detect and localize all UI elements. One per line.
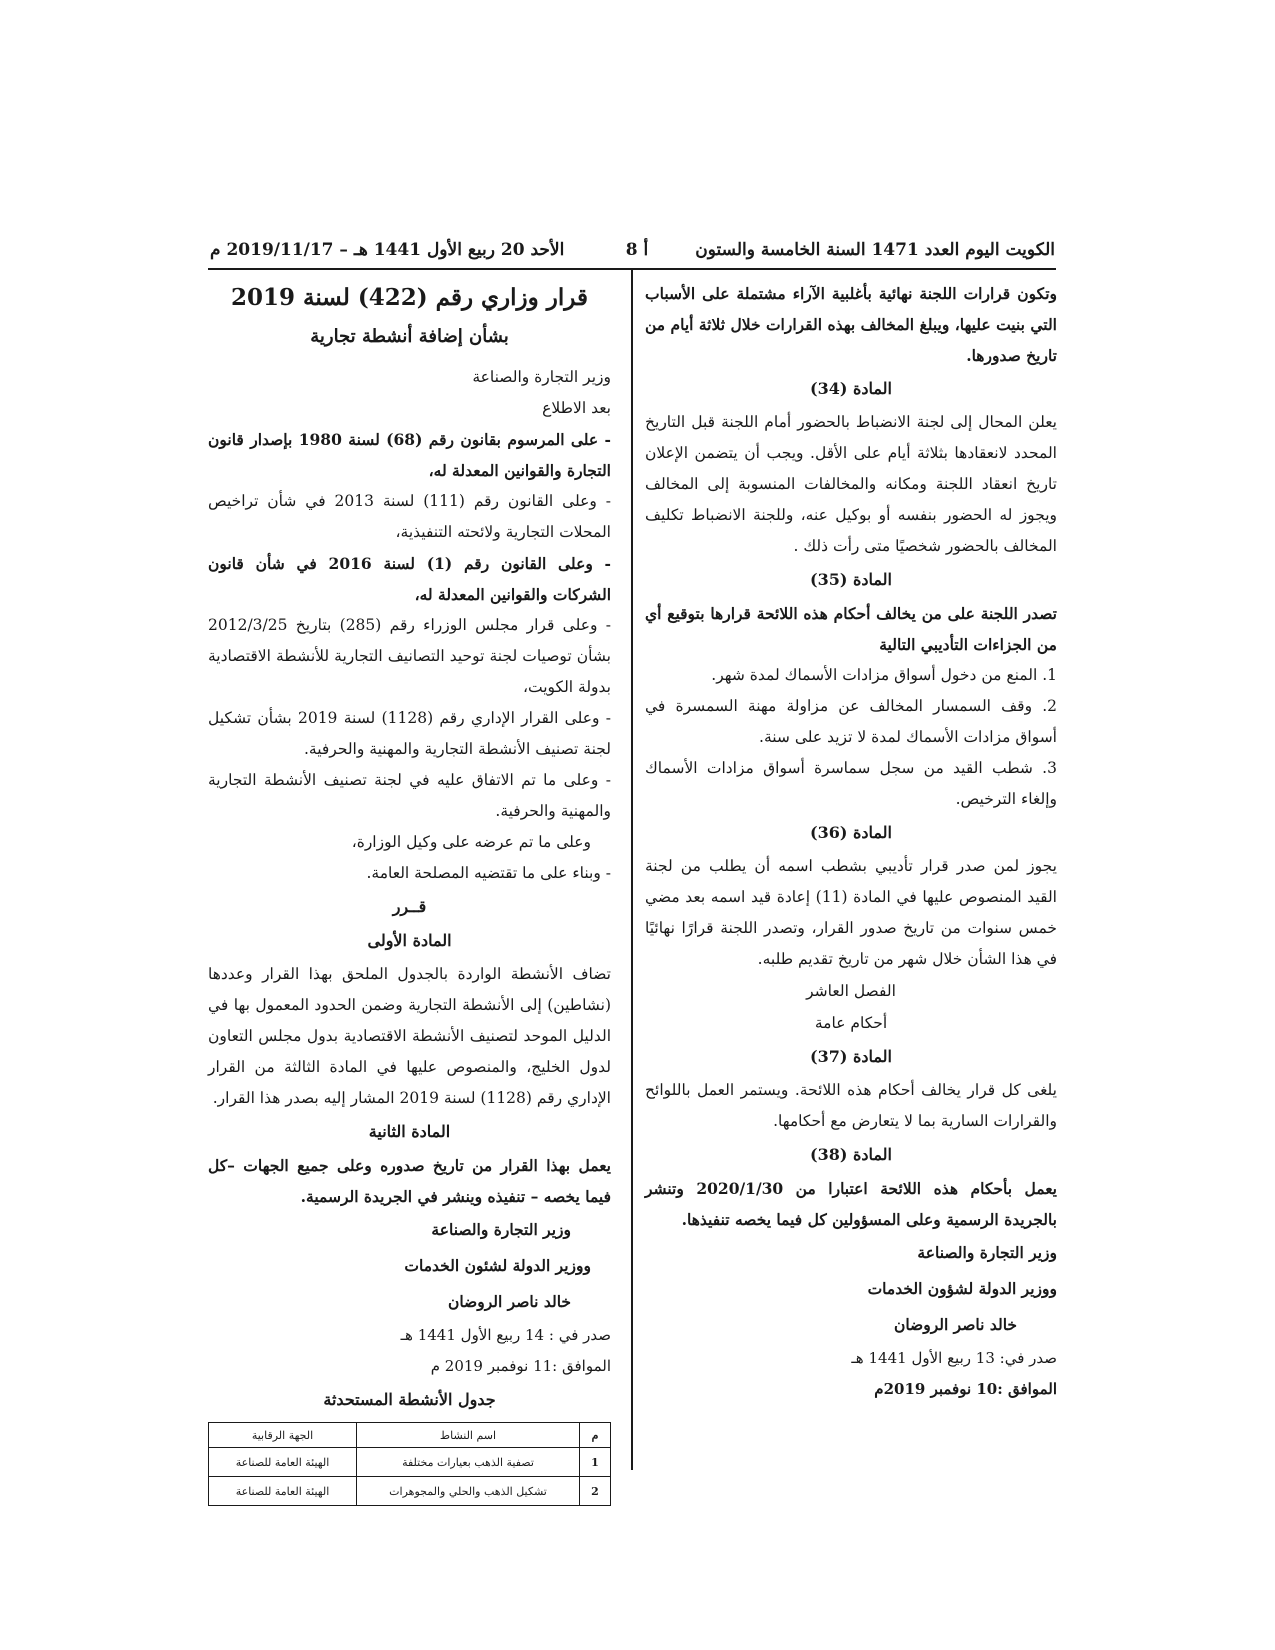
article-34-text: يعلن المحال إلى لجنة الانضباط بالحضور أمام اللجنة قبل التاريخ المحدد لانعقادها بثلاثة أيام على الأقل. ويجب أن يتضمن الإعلان تاريخ انعقاد اللجنة ومكانه والمخالفات المنسوبة إلى المخالف ويجوز له الحضور بنفسه أو بوكيل عنه، وللجنة الانضباط تكليف المخالف بالحضور شخصيًا متى رأت ذلك . bbox=[645, 413, 1057, 555]
recital-item: - وعلى ما تم الاتفاق عليه في لجنة تصنيف الأنشطة التجارية والمهنية والحرفية. bbox=[208, 771, 611, 820]
penalty-item: 1. المنع من دخول أسواق مزادات الأسماك لمدة شهر. bbox=[711, 666, 1057, 684]
intro-paragraph: وتكون قرارات اللجنة نهائية بأغلبية الآراء مشتملة على الأسباب التي بنيت عليها، ويبلغ المخالف بهذه القرارات خلال ثلاثة أيام من تاريخ صدورها. bbox=[645, 284, 1057, 365]
decree-subtitle: بشأن إضافة أنشطة تجارية bbox=[310, 326, 509, 347]
column-header: م bbox=[580, 1423, 611, 1448]
recital-item: - على المرسوم بقانون رقم (68) لسنة 1980 بإصدار قانون التجارة والقوانين المعدلة له، bbox=[208, 430, 611, 480]
chapter-label: الفصل العاشر bbox=[806, 982, 896, 1000]
corresponding-date: الموافق :11 نوفمبر 2019 م bbox=[430, 1357, 611, 1375]
table-row bbox=[209, 1448, 611, 1477]
article-2-heading: المادة الثانية bbox=[368, 1122, 451, 1141]
right-column bbox=[645, 278, 1057, 1405]
row-number: 2 bbox=[580, 1477, 611, 1506]
header-issue: الكويت اليوم العدد 1471 السنة الخامسة والستون bbox=[695, 240, 1055, 260]
activity-name: تصفية الذهب بعيارات مختلفة bbox=[357, 1448, 580, 1477]
table-row bbox=[209, 1477, 611, 1506]
regulatory-body: الهيئة العامة للصناعة bbox=[209, 1448, 357, 1477]
article-36-heading: المادة (36) bbox=[810, 823, 892, 842]
signature-state-minister: ووزير الدولة لشئون الخدمات bbox=[404, 1256, 591, 1275]
article-34-heading: المادة (34) bbox=[810, 379, 892, 398]
regulatory-body: الهيئة العامة للصناعة bbox=[209, 1477, 357, 1506]
article-36-text: يجوز لمن صدر قرار تأديبي بشطب اسمه أن يطلب من لجنة القيد المنصوص عليها في المادة (11) إعادة قيد اسمه بعد مضي خمس سنوات من تاريخ صدور القرار، وتصدر اللجنة قرارًا نهائيًا في هذا الشأن خلال شهر من تاريخ تقديم طلبه. bbox=[645, 857, 1057, 968]
article-1-text: تضاف الأنشطة الواردة بالجدول الملحق بهذا القرار وعددها (نشاطين) إلى الأنشطة التجارية وضمن الحدود المعمول بها في الدليل الموحد لتصنيف الأنشطة الاقتصادية بدول مجلس التعاون لدول الخليج، والمنصوص عليها في المادة الثالثة من القرار الإداري رقم (1128) لسنة 2019 المشار إليه بصدر هذا القرار. bbox=[208, 965, 611, 1107]
table-title: جدول الأنشطة المستحدثة bbox=[323, 1390, 496, 1409]
issued-date: صدر في : 14 ربيع الأول 1441 هـ bbox=[400, 1326, 611, 1344]
row-number: 1 bbox=[580, 1448, 611, 1477]
left-column bbox=[208, 278, 611, 1506]
decree-title: قرار وزاري رقم (422) لسنة 2019 bbox=[231, 284, 588, 311]
signature-minister: وزير التجارة والصناعة bbox=[431, 1220, 571, 1239]
recital-item: - وعلى القانون رقم (1) لسنة 2016 في شأن قانون الشركات والقوانين المعدلة له، bbox=[208, 554, 611, 604]
issued-date: صدر في: 13 ربيع الأول 1441 هـ bbox=[851, 1349, 1057, 1367]
header-page-number: أ 8 bbox=[625, 240, 649, 260]
article-2-text: يعمل بهذا القرار من تاريخ صدوره وعلى جميع الجهات –كل فيما يخصه – تنفيذه وينشر في الجريدة الرسمية. bbox=[208, 1156, 611, 1206]
article-35-text: تصدر اللجنة على من يخالف أحكام هذه اللائحة قرارها بتوقيع أي من الجزاءات التأديبي التالية bbox=[645, 604, 1057, 654]
article-38-heading: المادة (38) bbox=[810, 1145, 892, 1164]
activities-table bbox=[208, 1422, 611, 1506]
recital-item: - وعلى قرار مجلس الوزراء رقم (285) بتاريخ 2012/3/25 بشأن توصيات لجنة توحيد التصانيف التجارية للأنشطة الاقتصادية بدولة الكويت، bbox=[208, 616, 611, 696]
column-divider bbox=[631, 270, 633, 1470]
penalty-item: 2. وقف السمسار المخالف عن مزاولة مهنة السمسرة في أسواق مزادات الأسماك لمدة لا تزيد على سنة. bbox=[645, 697, 1057, 746]
presented-line: وعلى ما تم عرضه على وكيل الوزارة، bbox=[351, 833, 591, 851]
header-date: الأحد 20 ربيع الأول 1441 هـ – 2019/11/17 م bbox=[210, 240, 565, 260]
penalty-item: 3. شطب القيد من سجل سماسرة أسواق مزادات الأسماك وإلغاء الترخيص. bbox=[645, 759, 1057, 808]
after-review-line: بعد الاطلاع bbox=[542, 399, 611, 417]
activity-name: تشكيل الذهب والحلي والمجوهرات bbox=[357, 1477, 580, 1506]
signature-minister: وزير التجارة والصناعة bbox=[917, 1243, 1057, 1262]
recital-item: - وعلى القرار الإداري رقم (1128) لسنة 2019 بشأن تشكيل لجنة تصنيف الأنشطة التجارية والمهنية والحرفية. bbox=[208, 709, 612, 758]
corresponding-date: الموافق :10 نوفمبر 2019م bbox=[874, 1380, 1057, 1398]
column-header: الجهة الرقابية bbox=[209, 1423, 357, 1448]
article-35-heading: المادة (35) bbox=[810, 570, 892, 589]
decided-heading: قــرر bbox=[392, 897, 427, 916]
public-interest-line: - وبناء على ما تقتضيه المصلحة العامة. bbox=[366, 864, 611, 882]
article-37-heading: المادة (37) bbox=[810, 1047, 892, 1066]
signature-name: خالد ناصر الروضان bbox=[893, 1315, 1017, 1334]
article-1-heading: المادة الأولى bbox=[367, 931, 452, 950]
column-header: اسم النشاط bbox=[357, 1423, 580, 1448]
table-header-row bbox=[209, 1423, 611, 1448]
recital-item: - وعلى القانون رقم (111) لسنة 2013 في شأن تراخيص المحلات التجارية ولائحته التنفيذية، bbox=[208, 492, 611, 541]
signature-name: خالد ناصر الروضان bbox=[447, 1292, 571, 1311]
article-38-text: يعمل بأحكام هذه اللائحة اعتبارا من 2020/1/30 وتنشر بالجريدة الرسمية وعلى المسؤولين كل فيما يخصه تنفيذها. bbox=[645, 1179, 1057, 1229]
minister-line: وزير التجارة والصناعة bbox=[472, 368, 611, 386]
chapter-title: أحكام عامة bbox=[814, 1014, 888, 1032]
signature-state-minister: ووزير الدولة لشؤون الخدمات bbox=[867, 1279, 1057, 1298]
article-37-text: يلغى كل قرار يخالف أحكام هذه اللائحة. ويستمر العمل باللوائح والقرارات السارية بما لا يتعارض مع أحكامها. bbox=[645, 1081, 1057, 1130]
